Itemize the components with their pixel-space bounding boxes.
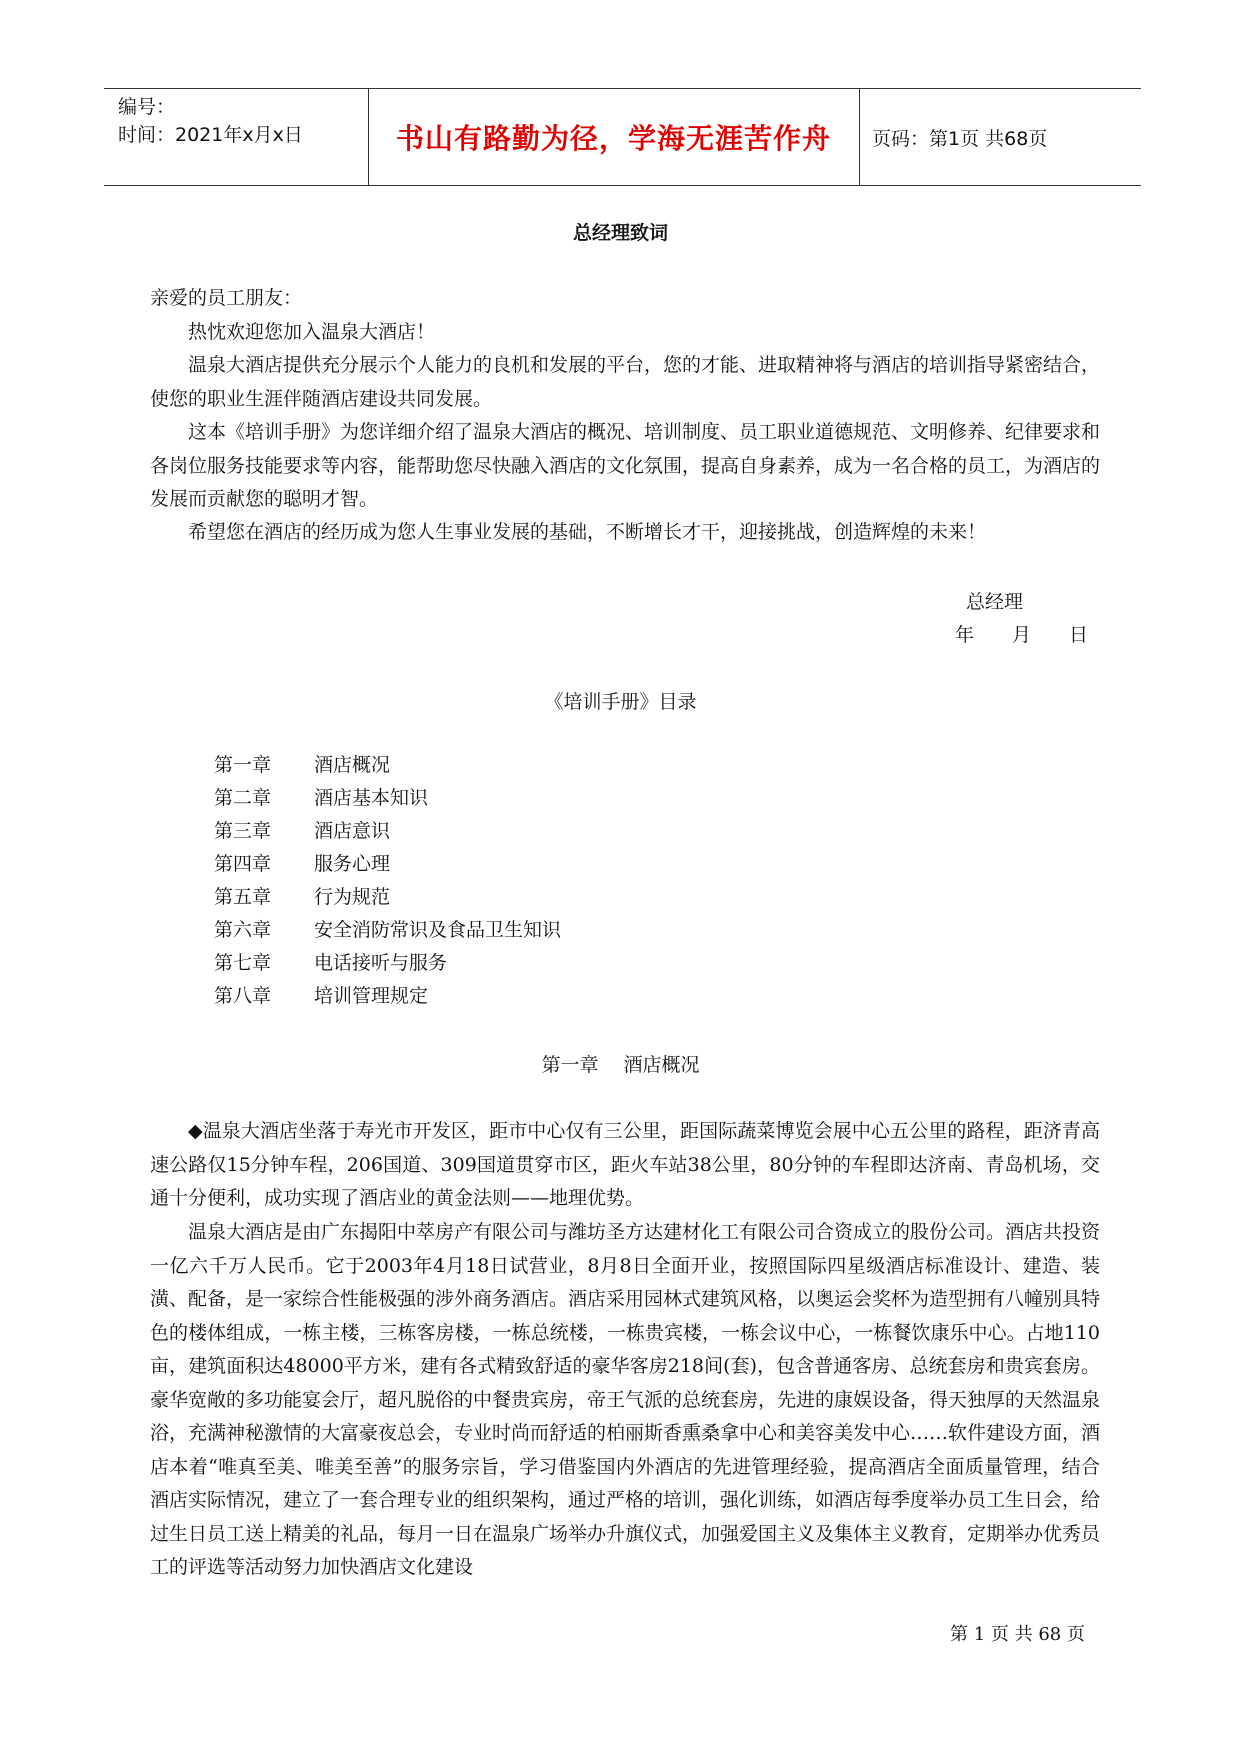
toc-chapter-name: 行为规范 [314, 886, 391, 908]
toc-chapter-name: 酒店概况 [314, 754, 391, 776]
toc-chapter-num: 第八章 [214, 985, 272, 1007]
header-divider [859, 89, 860, 185]
toc-chapter-num: 第六章 [214, 919, 272, 941]
toc-chapter-name: 安全消防常识及食品卫生知识 [314, 919, 562, 941]
toc-chapter-name: 酒店基本知识 [314, 787, 429, 809]
chapter-paragraph: 温泉大酒店是由广东揭阳中萃房产有限公司与潍坊圣方达建材化工有限公司合资成立的股份公司。酒店共投资一亿六千万人民币。它于2003年4月18日试营业，8月8日全面开业，按照国际四星级酒店标准设计、建造、装潢、配备，是一家综合性能极强的涉外商务酒店。酒店采用园林式建筑风格，以奥运会奖杯为造型拥有八幢别具特色的楼体组成，一栋主楼，三栋客房楼，一栋总统楼，一栋贵宾楼，一栋会议中心，一栋餐饮康乐中心。占地110亩，建筑面积达48000平方米，建有各式精致舒适的豪华客房218间(套)，包含普通客房、总统套房和贵宾套房。豪华宽敞的多功能宴会厅，超凡脱俗的中餐贵宾房，帝王气派的总统套房，先进的康娱设备，得天独厚的天然温泉浴，充满神秘激情的大富豪夜总会，专业时尚而舒适的柏丽斯香熏桑拿中心和美容美发中心……软件建设方面，酒店本着“唯真至美、唯美至善”的服务宗旨，学习借鉴国内外酒店的先进管理经验，提高酒店全面质量管理，结合酒店实际情况，建立了一套合理专业的组织架构，通过严格的培训，强化训练，如酒店每季度举办员工生日会，给过生日员工送上精美的礼品，每月一日在温泉广场举办升旗仪式，加强爱国主义及集体主义教育，定期举办优秀员工的评选等活动努力加快酒店文化建设 [150, 1221, 1101, 1578]
time-label: 时间：2021年x月x日 [118, 124, 303, 146]
toc-item [214, 815, 390, 848]
header-motto: 书山有路勤为径，学海无涯苦作舟 [395, 122, 831, 155]
toc-chapter-num: 第五章 [214, 886, 272, 908]
toc-chapter-num: 第七章 [214, 952, 272, 974]
toc-item [214, 782, 428, 815]
signature: 总经理 [966, 591, 1024, 613]
toc-chapter-num: 第二章 [214, 787, 272, 809]
header-page-label: 页码：第1页 共68页 [872, 127, 1048, 150]
toc-item [214, 914, 561, 947]
toc-title: 《培训手册》目录 [544, 691, 697, 713]
letter-paragraph: 希望您在酒店的经历成为您人生事业发展的基础，不断增长才干，迎接挑战，创造辉煌的未来！ [188, 521, 987, 543]
toc-chapter-num: 第四章 [214, 853, 272, 875]
toc-item [214, 881, 390, 914]
letter-paragraph: 温泉大酒店提供充分展示个人能力的良机和发展的平台，您的才能、进取精神将与酒店的培训指导紧密结合，使您的职业生涯伴随酒店建设共同发展。 [150, 354, 1101, 410]
page-footer: 第 1 页 共 68 页 [950, 1624, 1085, 1645]
chapter-paragraph: ◆温泉大酒店坐落于寿光市开发区，距市中心仅有三公里，距国际蔬菜博览会展中心五公里的路程，距济青高速公路仅15分钟车程，206国道、309国道贯穿市区，距火车站38公里，80分钟的车程即达济南、青岛机场，交通十分便利，成功实现了酒店业的黄金法则——地理优势。 [150, 1120, 1100, 1209]
toc-item [214, 947, 447, 980]
toc-chapter-name: 电话接听与服务 [314, 952, 448, 974]
header-table [104, 88, 1141, 186]
chapter-title: 第一章 酒店概况 [541, 1054, 700, 1076]
toc-chapter-num: 第三章 [214, 820, 272, 842]
toc-chapter-name: 培训管理规定 [314, 985, 429, 1007]
toc-chapter-name: 服务心理 [314, 853, 391, 875]
toc-chapter-name: 酒店意识 [314, 820, 391, 842]
salutation: 亲爱的员工朋友： [150, 287, 303, 309]
letter-paragraph: 这本《培训手册》为您详细介绍了温泉大酒店的概况、培训制度、员工职业道德规范、文明修养、纪律要求和各岗位服务技能要求等内容，能帮助您尽快融入酒店的文化氛围，提高自身素养，成为一名合格的员工，为酒店的发展而贡献您的聪明才智。 [150, 421, 1101, 510]
letter-title: 总经理致词 [572, 222, 668, 244]
toc-item [214, 980, 428, 1013]
date-line: 年 月 日 [955, 624, 1089, 646]
header-left [118, 93, 303, 149]
number-label: 编号： [118, 96, 176, 118]
letter-paragraph: 热忱欢迎您加入温泉大酒店！ [188, 321, 436, 343]
toc-item [214, 848, 390, 881]
toc-chapter-num: 第一章 [214, 754, 272, 776]
toc-item [214, 749, 390, 782]
